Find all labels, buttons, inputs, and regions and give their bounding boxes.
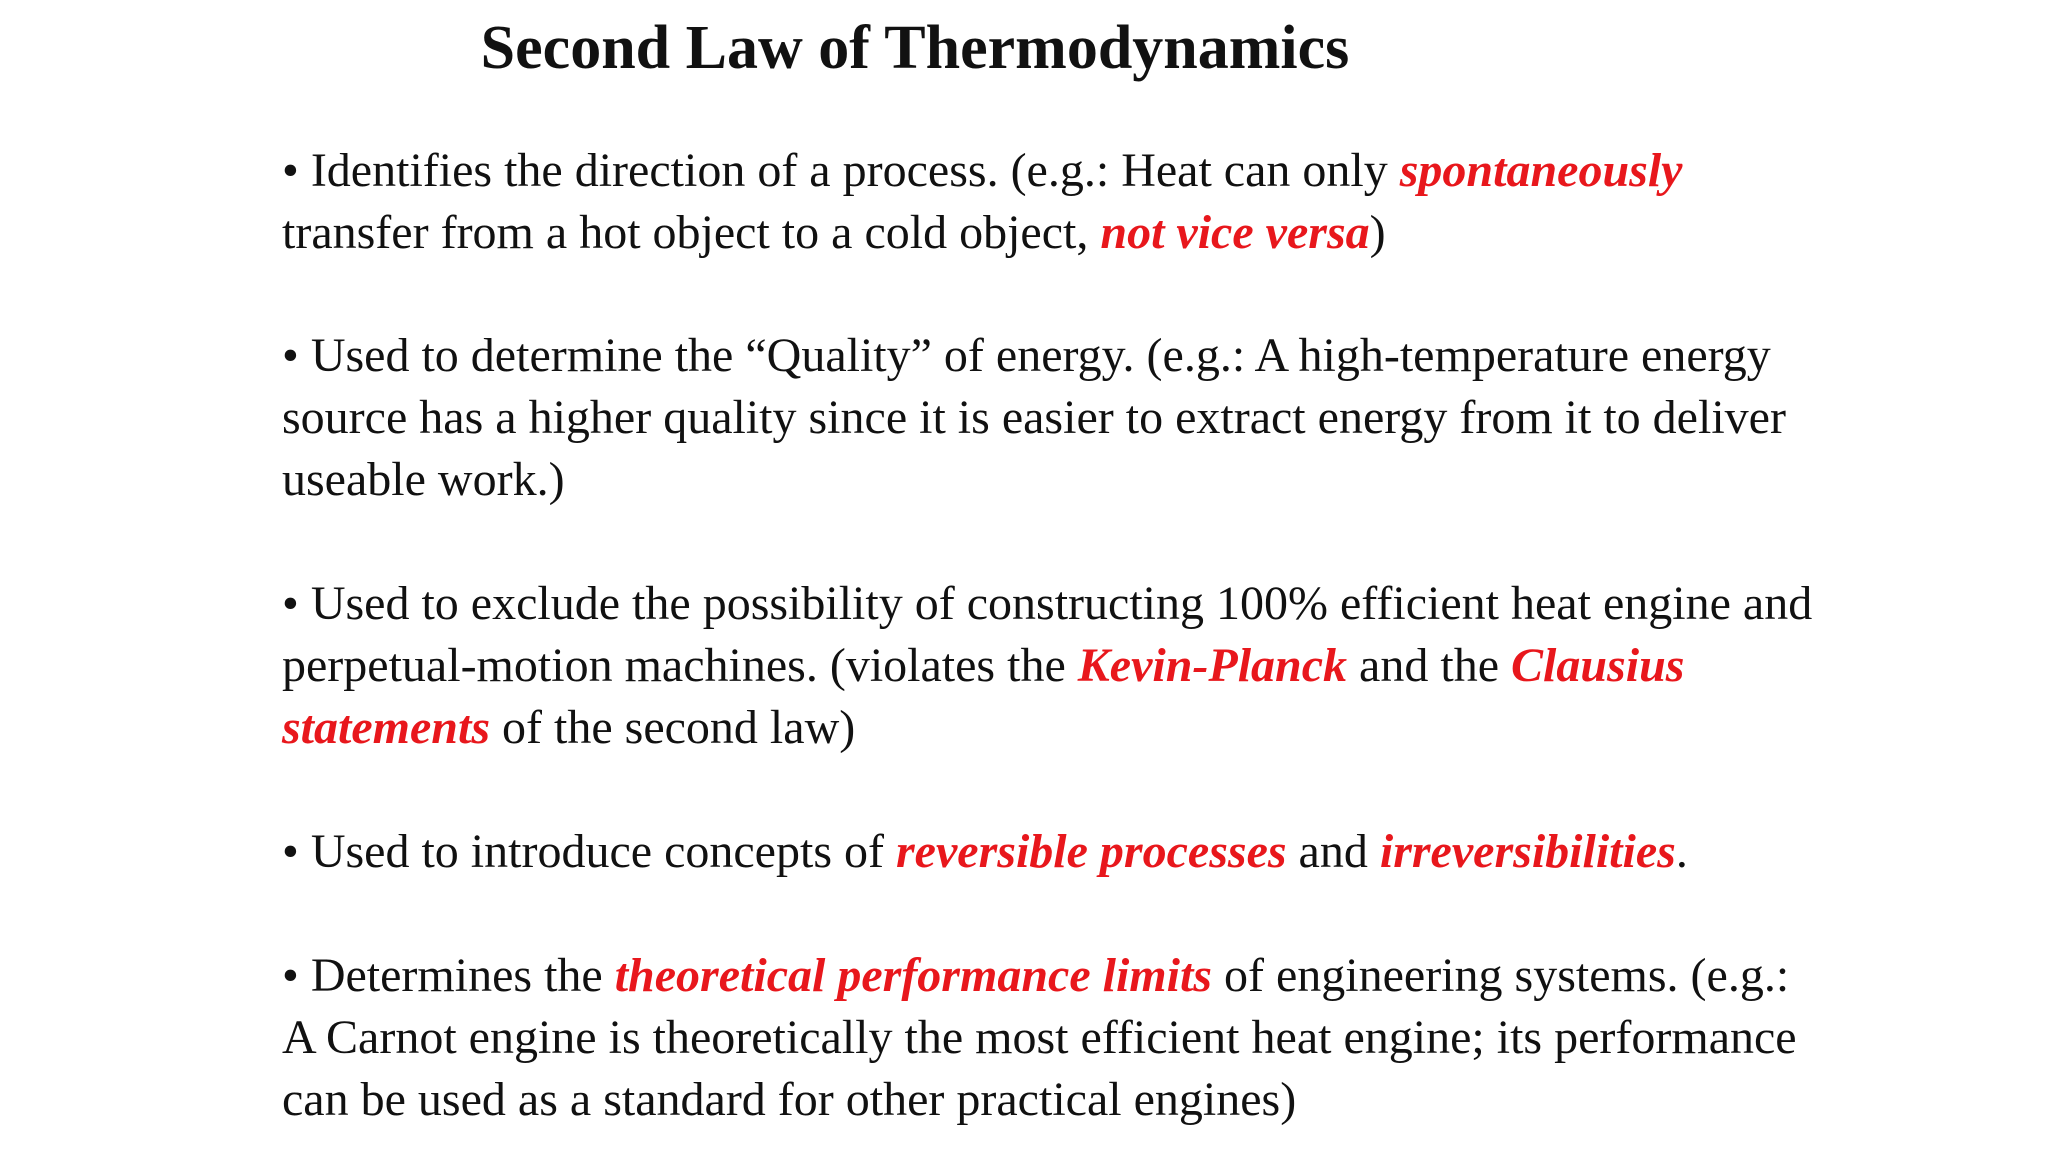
bullet-text: ) — [1369, 206, 1386, 259]
bullet-text: and — [1286, 825, 1380, 878]
bullet-text: Determines the — [310, 949, 615, 1002]
bullet-item — [282, 140, 1822, 264]
bullet-text: of engineering systems. (e.g.: A Carnot engine is theoretically the most efficient heat engine; its performance can be used as a standard for other practical engines) — [282, 949, 1797, 1126]
slide-title: Second Law of Thermodynamics — [480, 14, 1350, 82]
emphasis-text: irreversibilities — [1379, 825, 1676, 878]
bullet-text: Used to determine the “Quality” of energy. (e.g.: A high-temperature energy source has a higher quality since it is easier to extract energy from it to deliver useable work.) — [282, 329, 1786, 506]
emphasis-text: spontaneously — [1399, 144, 1683, 197]
bullet-text: of the second law) — [490, 701, 856, 754]
bullet-text: Identifies the direction of a process. (e.g.: Heat can only — [310, 144, 1400, 197]
emphasis-text: not vice versa — [1100, 206, 1370, 259]
bullet-text: . — [1675, 825, 1688, 878]
bullet-item — [282, 821, 1822, 883]
bullet-item — [282, 945, 1822, 1131]
bullet-marker: • — [282, 577, 299, 630]
bullet-item — [282, 325, 1822, 511]
bullet-text: transfer from a hot object to a cold object, — [282, 206, 1101, 259]
bullet-marker: • — [282, 825, 299, 878]
emphasis-text: Clausius statements — [282, 639, 1685, 754]
emphasis-text: theoretical performance limits — [614, 949, 1212, 1002]
bullet-item — [282, 573, 1822, 759]
bullet-text: Used to introduce concepts of — [310, 825, 896, 878]
bullet-marker: • — [282, 949, 299, 1002]
emphasis-text: Kevin-Planck — [1077, 639, 1348, 692]
bullet-text: and the — [1347, 639, 1511, 692]
bullet-marker: • — [282, 144, 299, 197]
emphasis-text: reversible processes — [895, 825, 1287, 878]
bullet-marker: • — [282, 329, 299, 382]
bullet-text: Used to exclude the possibility of constructing 100% efficient heat engine and perpetual-motion machines. (violates the — [282, 577, 1813, 692]
